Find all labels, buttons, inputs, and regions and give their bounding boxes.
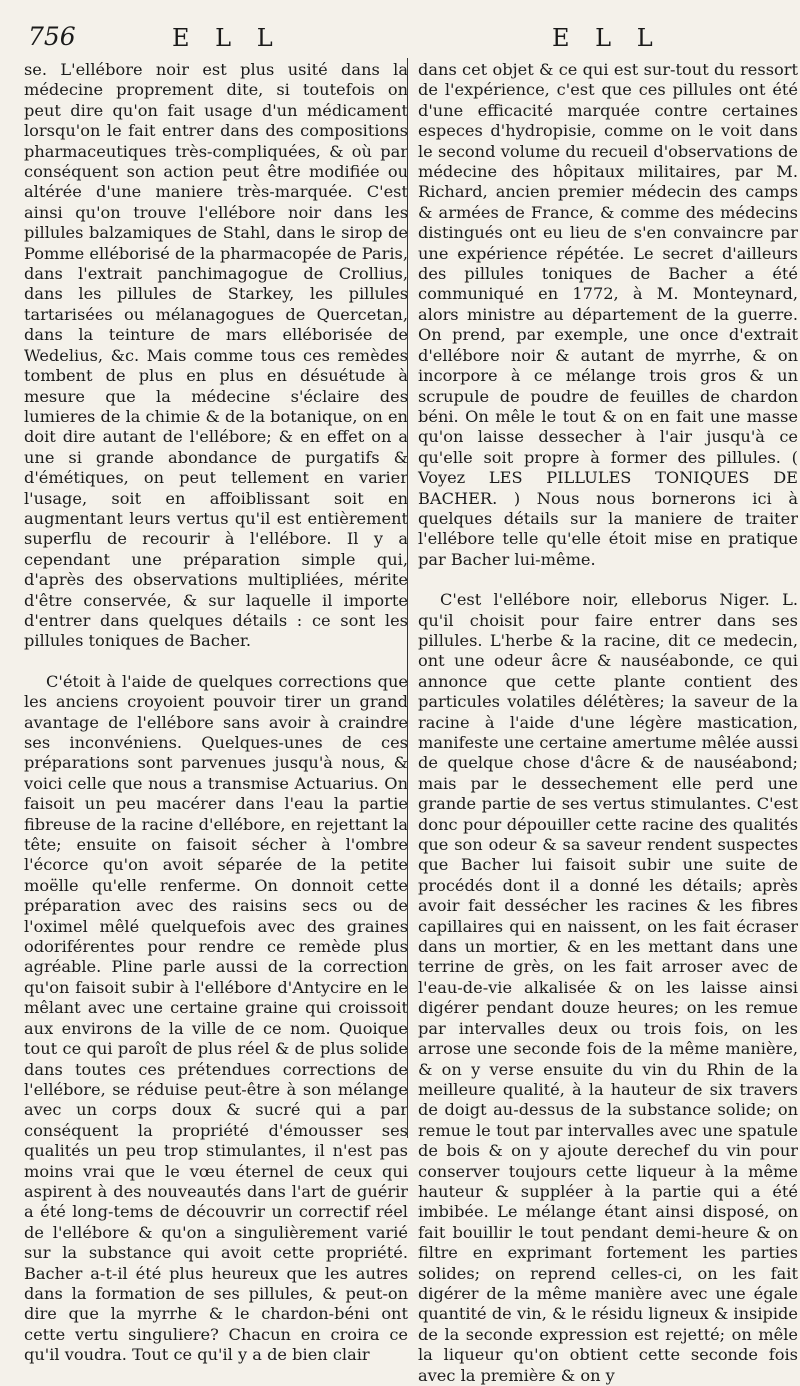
paragraph: se. L'ellébore noir est plus usité dans la médecine proprement dite, si toutefois on peut dire qu'on fait usage d'un médicament lorsqu'on le fait entrer dans des compositions pharmaceutiques très-compliquées, & où par conséquent son action peut être modifiée ou altérée d'une maniere très-marquée. C'est ainsi qu'on trouve l'ellébore noir dans les pillules balzamiques de Stahl, dans le sirop de Pomme elléborisé de la pharmacopée de Paris, dans l'extrait panchimagogue de Crollius, dans les pillules de Starkey, les pillules tartarisées ou mélanagogues de Quercetan, dans la teinture de mars elléborisée de Wedelius, &c. Mais comme tous ces remèdes tombent de plus en plus en désuétude à mesure que la médecine s'éclaire des lumieres de la chimie & de la botanique, on en doit dire autant de l'ellébore; & en effet on a une si grande abondance de purgatifs & d'émétiques, on peut tellement en varier l'usage, soit en affoiblissant soit en augmentant leurs vertus qu'il est entièrement superflu de recourir à l'ellébore. Il y a cependant une préparation simple qui, d'après des observations multipliées, mérite d'être conservée, & sur laquelle il importe d'entrer dans quelques détails : ce sont les pillules toniques de Bacher. xyxy=(24,60,408,651)
page-number: 756 xyxy=(28,22,76,51)
running-head-right: E L L xyxy=(552,24,662,52)
paragraph: C'étoit à l'aide de quelques corrections que les anciens croyoient pouvoir tirer un grand avantage de l'ellébore sans avoir à craindre ses inconvéniens. Quelques-unes de ces préparations sont parvenues jusqu'à nous, & voici celle que nous a transmise Actuarius. On faisoit un peu macérer dans l'eau la partie fibreuse de la racine d'ellébore, en rejettant la tête; ensuite on faisoit sécher à l'ombre l'écorce qu'on avoit séparée de la petite moëlle qu'elle renferme. On donnoit cette préparation avec des raisins secs ou de l'oximel mêlé quelquefois avec des graines odoriférentes pour rendre ce remède plus agréable. Pline parle aussi de la correction qu'on faisoit subir à l'ellébore d'Antycire en le mêlant avec une certaine graine qui croissoit aux environs de la ville de ce nom. Quoique tout ce qui paroît de plus réel & de plus solide dans toutes ces prétendues corrections de l'ellébore, se réduise peut-être à son mélange avec un corps doux & sucré qui a par conséquent la propriété d'émousser ses qualités un peu trop stimulantes, il n'est pas moins vrai que le vœu éternel de ceux qui aspirent à des nouveautés dans l'art de guérir a été long-tems de découvrir un correctif réel de l'ellébore & qu'on a singulièrement varié sur la substance qui avoit cette propriété. Bacher a-t-il été plus heureux que les autres dans la formation de ses pillules, & peut-on dire que la myrrhe & le chardon-béni ont cette vertu singuliere? Chacun en croira ce qu'il voudra. Tout ce qu'il y a de bien clair xyxy=(24,671,408,1365)
right-column xyxy=(418,60,798,1386)
left-column xyxy=(24,60,408,1366)
paragraph: C'est l'ellébore noir, elleborus Niger. L. qu'il choisit pour faire entrer dans ses pillules. L'herbe & la racine, dit ce medecin, ont une odeur âcre & nauséabonde, ce qui annonce que cette plante contient des particules volatiles délétères; la saveur de la racine à l'aide d'une légère mastication, manifeste une certaine amertume mêlée aussi de quelque chose d'âcre & de nauséabond; mais par le dessechement elle perd une grande partie de ses vertus stimulantes. C'est donc pour dépouiller cette racine des qualités que son odeur & sa saveur rendent suspectes que Bacher lui faisoit subir une suite de procédés dont il a donné les détails; après avoir fait dessécher les racines & les fibres capillaires qui en naissent, on les fait écraser dans un mortier, & en les mettant dans une terrine de grès, on les fait arroser avec de l'eau-de-vie alkalisée & on les laisse ainsi digérer pendant douze heures; on les remue par intervalles deux ou trois fois, on les arrose une seconde fois de la même manière, & on y verse ensuite du vin du Rhin de la meilleure qualité, à la hauteur de six travers de doigt au-dessus de la substance solide; on remue le tout par intervalles avec une spatule de bois & on y ajoute derechef du vin pour conserver toujours cette liqueur à la même hauteur & suppléer à la partie qui a été imbibée. Le mélange étant ainsi disposé, on fait bouillir le tout pendant demi-heure & on filtre en exprimant fortement les parties solides; on reprend celles-ci, on les fait digérer de la même manière avec une égale quantité de vin, & le résidu ligneux & insipide de la seconde expression est rejetté; on mêle la liqueur qu'on obtient cette seconde fois avec la première & on y xyxy=(418,590,798,1385)
column-divider xyxy=(407,58,408,1138)
running-head-left: E L L xyxy=(172,24,282,52)
paragraph: dans cet objet & ce qui est sur-tout du ressort de l'expérience, c'est que ces pillules ont été d'une efficacité marquée contre certaines especes d'hydropisie, comme on le voit dans le second volume du recueil d'observations de médecine des hôpitaux militaires, par M. Richard, ancien premier médecin des camps & armées de France, & comme des médecins distingués ont eu lieu de s'en convaincre par une expérience répétée. Le secret d'ailleurs des pillules toniques de Bacher a été communiqué en 1772, à M. Monteynard, alors ministre au département de la guerre. On prend, par exemple, une once d'extrait d'ellébore noir & autant de myrrhe, & on incorpore à ce mélange trois gros & un scrupule de poudre de feuilles de chardon béni. On mêle le tout & on en fait une masse qu'on laisse dessecher à l'air jusqu'à ce qu'elle soit propre à former des pillules. ( Voyez LES PILLULES TONIQUES DE BACHER. ) Nous nous bornerons ici à quelques détails sur la maniere de traiter l'ellébore telle qu'elle étoit mise en pratique par Bacher lui-même. xyxy=(418,60,798,569)
page-header xyxy=(0,18,800,58)
